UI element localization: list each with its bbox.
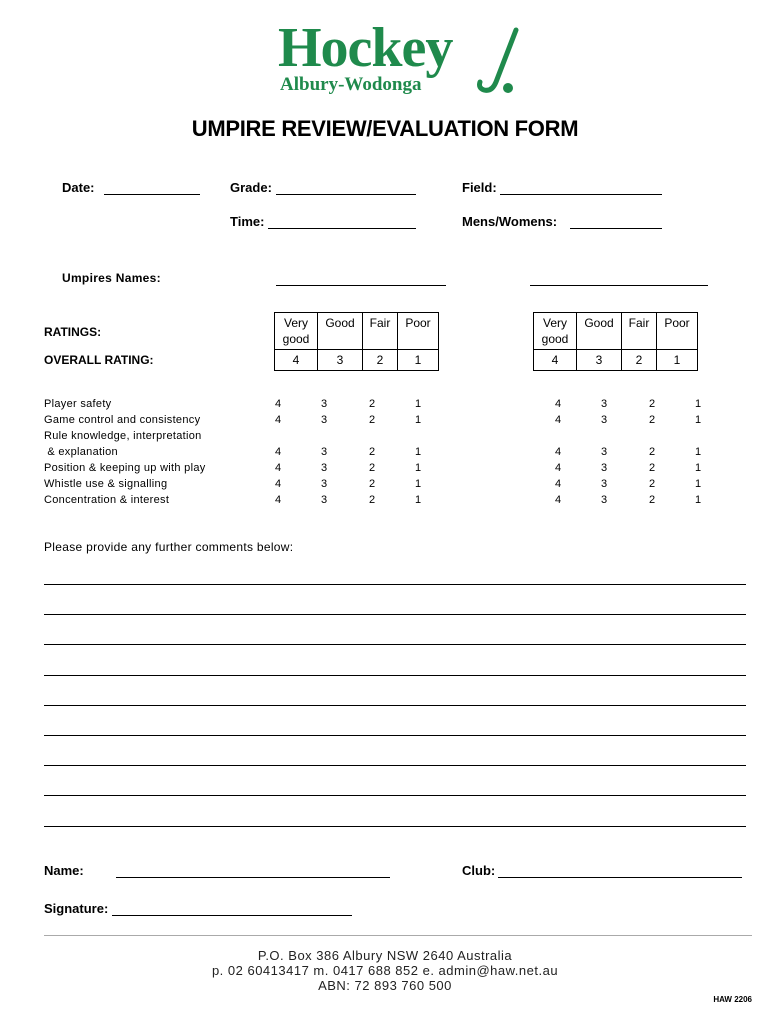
scale-header: Fair [363,313,398,350]
footer-contact: p. 02 60413417 m. 0417 688 852 e. admin@haw.net.au [211,963,559,978]
time-label: Time: [230,214,265,229]
mens-womens-label: Mens/Womens: [462,214,558,229]
criterion-score-umpire-2[interactable]: 3 [600,462,608,474]
footer-divider [44,935,752,936]
criterion-score-umpire-2[interactable]: 2 [648,414,656,426]
criterion-score-umpire-2[interactable]: 1 [694,494,702,506]
criterion-score-umpire-2[interactable]: 2 [648,398,656,410]
criterion-score-umpire-2[interactable]: 2 [648,494,656,506]
criterion-score-umpire-1[interactable]: 2 [368,478,376,490]
overall-rating-table-umpire-2 [533,312,698,371]
criterion-score-umpire-2[interactable]: 3 [600,446,608,458]
comment-line[interactable] [44,614,746,615]
overall-rating-option[interactable]: 4 [275,350,318,371]
overall-rating-option[interactable]: 4 [534,350,577,371]
criterion-score-umpire-1[interactable]: 2 [368,446,376,458]
criterion-score-umpire-1[interactable]: 1 [414,462,422,474]
name-label: Name: [44,863,84,878]
mens-womens-field[interactable] [570,214,662,229]
ratings-label: RATINGS: [44,325,102,339]
criterion-score-umpire-1[interactable]: 1 [414,478,422,490]
criterion-score-umpire-1[interactable]: 4 [274,478,282,490]
criterion-score-umpire-1[interactable]: 3 [320,414,328,426]
criterion-score-umpire-1[interactable]: 4 [274,494,282,506]
criterion-score-umpire-1[interactable]: 3 [320,446,328,458]
criterion-score-umpire-1[interactable]: 1 [414,398,422,410]
field-label: Field: [462,180,497,195]
criterion-score-umpire-2[interactable]: 4 [554,398,562,410]
criteria-list [44,396,206,508]
comment-line[interactable] [44,826,746,827]
date-field[interactable] [104,180,200,195]
overall-rating-label: OVERALL RATING: [44,353,154,367]
footer-address: P.O. Box 386 Albury NSW 2640 Australia [257,948,513,963]
comment-line[interactable] [44,705,746,706]
criterion-score-umpire-2[interactable]: 4 [554,446,562,458]
scale-header: Very good [534,313,577,350]
overall-rating-option[interactable]: 2 [622,350,657,371]
overall-rating-option[interactable]: 1 [398,350,439,371]
form-code: HAW 2206 [713,995,752,1004]
criterion-score-umpire-1[interactable]: 1 [414,414,422,426]
criterion-score-umpire-2[interactable]: 1 [694,446,702,458]
criterion-score-umpire-1[interactable]: 4 [274,414,282,426]
comment-line[interactable] [44,795,746,796]
criterion-score-umpire-1[interactable]: 4 [274,462,282,474]
footer-abn: ABN: 72 893 760 500 [318,978,452,993]
overall-rating-option[interactable]: 3 [318,350,363,371]
scale-header: Fair [622,313,657,350]
criterion-score-umpire-2[interactable]: 3 [600,398,608,410]
comment-line[interactable] [44,644,746,645]
umpire-2-name-field[interactable] [530,271,708,286]
criterion-label: & explanation [44,446,118,458]
overall-rating-option[interactable]: 3 [577,350,622,371]
time-field[interactable] [268,214,416,229]
criterion-score-umpire-1[interactable]: 3 [320,398,328,410]
criterion-score-umpire-2[interactable]: 4 [554,494,562,506]
grade-label: Grade: [230,180,272,195]
grade-field[interactable] [276,180,416,195]
criterion-score-umpire-1[interactable]: 2 [368,398,376,410]
overall-rating-option[interactable]: 2 [363,350,398,371]
club-label: Club: [462,863,496,878]
comment-line[interactable] [44,765,746,766]
criterion-score-umpire-2[interactable]: 3 [600,478,608,490]
criterion-score-umpire-1[interactable]: 2 [368,462,376,474]
logo-wordmark: Hockey [278,17,453,79]
criterion-score-umpire-2[interactable]: 4 [554,462,562,474]
criterion-score-umpire-2[interactable]: 1 [694,462,702,474]
scale-header: Good [577,313,622,350]
signature-field[interactable] [112,901,352,916]
umpires-names-label: Umpires Names: [62,271,161,285]
criterion-score-umpire-2[interactable]: 1 [694,398,702,410]
criterion-score-umpire-2[interactable]: 2 [648,478,656,490]
criterion-score-umpire-2[interactable]: 1 [694,478,702,490]
criterion-score-umpire-1[interactable]: 4 [274,446,282,458]
name-field[interactable] [116,863,390,878]
scale-header: Poor [398,313,439,350]
criterion-score-umpire-2[interactable]: 3 [600,494,608,506]
criterion-score-umpire-2[interactable]: 1 [694,414,702,426]
criterion-label: Whistle use & signalling [44,478,168,490]
criterion-label: Game control and consistency [44,414,201,426]
criterion-score-umpire-1[interactable]: 1 [414,494,422,506]
form-title: UMPIRE REVIEW/EVALUATION FORM [191,116,579,141]
signature-label: Signature: [44,901,109,916]
field-field[interactable] [500,180,662,195]
scale-header: Very good [275,313,318,350]
criterion-label: Rule knowledge, interpretation [44,430,202,442]
criterion-label: Concentration & interest [44,494,170,506]
criterion-score-umpire-2[interactable]: 2 [648,462,656,474]
comment-line[interactable] [44,735,746,736]
hockey-albury-wodonga-logo [276,18,526,98]
club-field[interactable] [498,863,742,878]
hockey-stick-icon [472,26,522,96]
overall-rating-option[interactable]: 1 [657,350,698,371]
comment-line[interactable] [44,584,746,585]
overall-rating-table-umpire-1 [274,312,439,371]
criterion-label: Position & keeping up with play [44,462,206,474]
criterion-score-umpire-1[interactable]: 2 [368,414,376,426]
scale-header: Good [318,313,363,350]
comment-line[interactable] [44,675,746,676]
criterion-score-umpire-2[interactable]: 2 [648,446,656,458]
umpire-1-name-field[interactable] [276,271,446,286]
criterion-score-umpire-2[interactable]: 3 [600,414,608,426]
criterion-label: Player safety [44,398,112,410]
date-label: Date: [62,180,95,195]
criterion-score-umpire-1[interactable]: 3 [320,462,328,474]
criterion-score-umpire-1[interactable]: 1 [414,446,422,458]
criterion-score-umpire-1[interactable]: 3 [320,494,328,506]
criterion-score-umpire-2[interactable]: 4 [554,478,562,490]
criterion-score-umpire-2[interactable]: 4 [554,414,562,426]
criterion-score-umpire-1[interactable]: 2 [368,494,376,506]
criterion-score-umpire-1[interactable]: 3 [320,478,328,490]
criterion-score-umpire-1[interactable]: 4 [274,398,282,410]
scale-header: Poor [657,313,698,350]
logo-subtitle: Albury-Wodonga [280,74,422,95]
comments-prompt: Please provide any further comments below: [44,540,294,554]
